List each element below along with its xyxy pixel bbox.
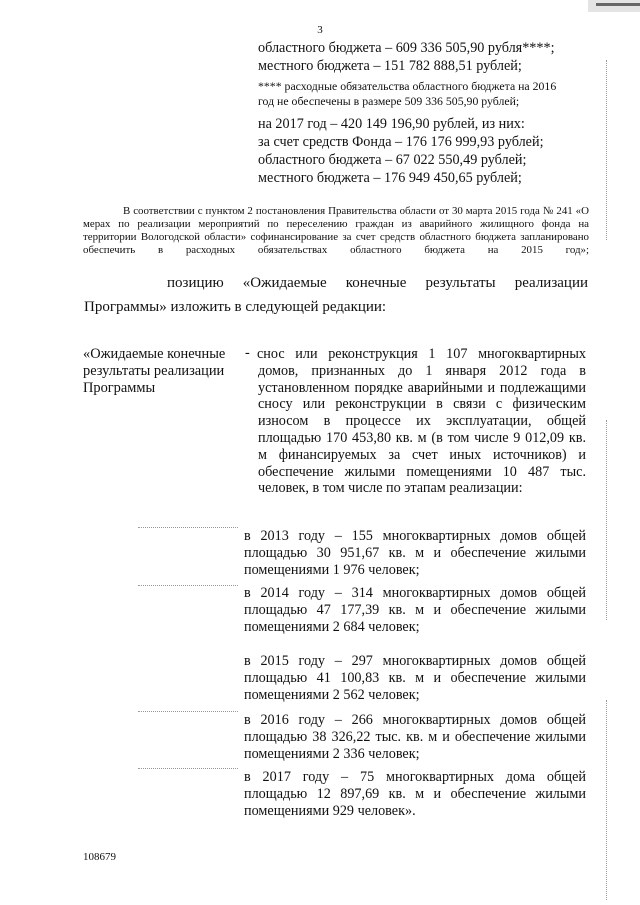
scan-corner-mark	[588, 0, 640, 12]
budget-2016-tail	[258, 39, 555, 75]
stage-2013: в 2013 году – 155 многоквартирных домов общей площадью 30 951,67 кв. м и обеспечение жилыми помещениями 1 976 человек;	[244, 528, 586, 578]
scan-divider	[138, 711, 238, 712]
scan-divider	[138, 585, 238, 586]
scan-edge-mark	[606, 700, 607, 900]
budget-2016-local: местного бюджета – 151 782 888,51 рублей;	[258, 58, 522, 74]
budget-2017-total: на 2017 год – 420 149 196,90 рублей, из них:	[258, 116, 525, 132]
footnote-4star	[258, 79, 556, 109]
scan-divider	[138, 768, 238, 769]
stage-2016: в 2016 году – 266 многоквартирных домов общей площадью 38 326,22 тыс. кв. м и обеспечение жилыми помещениями 2 336 человек;	[244, 712, 586, 762]
budget-2016-regional: областного бюджета – 609 336 505,90 рубля****;	[258, 40, 555, 56]
stage-2017: в 2017 году – 75 многоквартирных дома общей площадью 12 897,69 кв. м и обеспечение жилыми помещениями 929 человек».	[244, 769, 586, 819]
results-left-heading: «Ожидаемые конечные результаты реализации Программы	[83, 346, 226, 396]
scan-edge-mark	[606, 60, 607, 240]
budget-2017-fund: за счет средств Фонда – 176 176 999,93 рублей;	[258, 134, 544, 150]
page-number: 3	[317, 24, 323, 36]
scan-divider	[138, 527, 238, 528]
results-dash: -	[245, 345, 250, 361]
scan-edge-mark	[606, 420, 607, 620]
footnote-2: В соответствии с пунктом 2 постановления Правительства области от 30 марта 2015 года № 241 «О мерах по реализации мероприятий по переселению граждан из аварийного жилищного фонда на территории Вологодской области» софинансирование за счет средств областного бюджета запланировано обеспечить в расходных обязательствах областного бюджета на 2015 год»;	[83, 205, 589, 256]
document-number: 108679	[83, 851, 116, 863]
budget-2017	[258, 115, 544, 187]
results-summary-text: снос или реконструкция 1 107 многоквартирных домов, признанных до 1 января 2012 года в установленном порядке аварийными и подлежащими сносу или реконструкции в связи с физическим износом в процессе их эксплуатации, общей площадью 170 453,80 кв. м (в том числе 9 012,09 кв. м финансируемых за счет иных источников) и обеспечение жилыми помещениями 10 487 тыс. человек, в том числе по этапам реализации:	[257, 346, 586, 497]
stage-2014: в 2014 году – 314 многоквартирных домов общей площадью 47 177,39 кв. м и обеспечение жилыми помещениями 2 684 человек;	[244, 585, 586, 635]
budget-2017-regional: областного бюджета – 67 022 550,49 рублей;	[258, 152, 527, 168]
intro-paragraph: позицию «Ожидаемые конечные результаты реализации Программы» изложить в следующей редакции:	[84, 275, 588, 315]
footnote-4star-line1: **** расходные обязательства областного бюджета на 2016	[258, 79, 557, 93]
budget-2017-local: местного бюджета – 176 949 450,65 рублей;	[258, 170, 522, 186]
stage-2015: в 2015 году – 297 многоквартирных домов общей площадью 41 100,83 кв. м и обеспечение жилыми помещениями 2 562 человек;	[244, 653, 586, 703]
results-summary	[258, 346, 586, 497]
footnote-4star-line2: год не обеспечены в размере 509 336 505,90 рублей;	[258, 94, 520, 108]
